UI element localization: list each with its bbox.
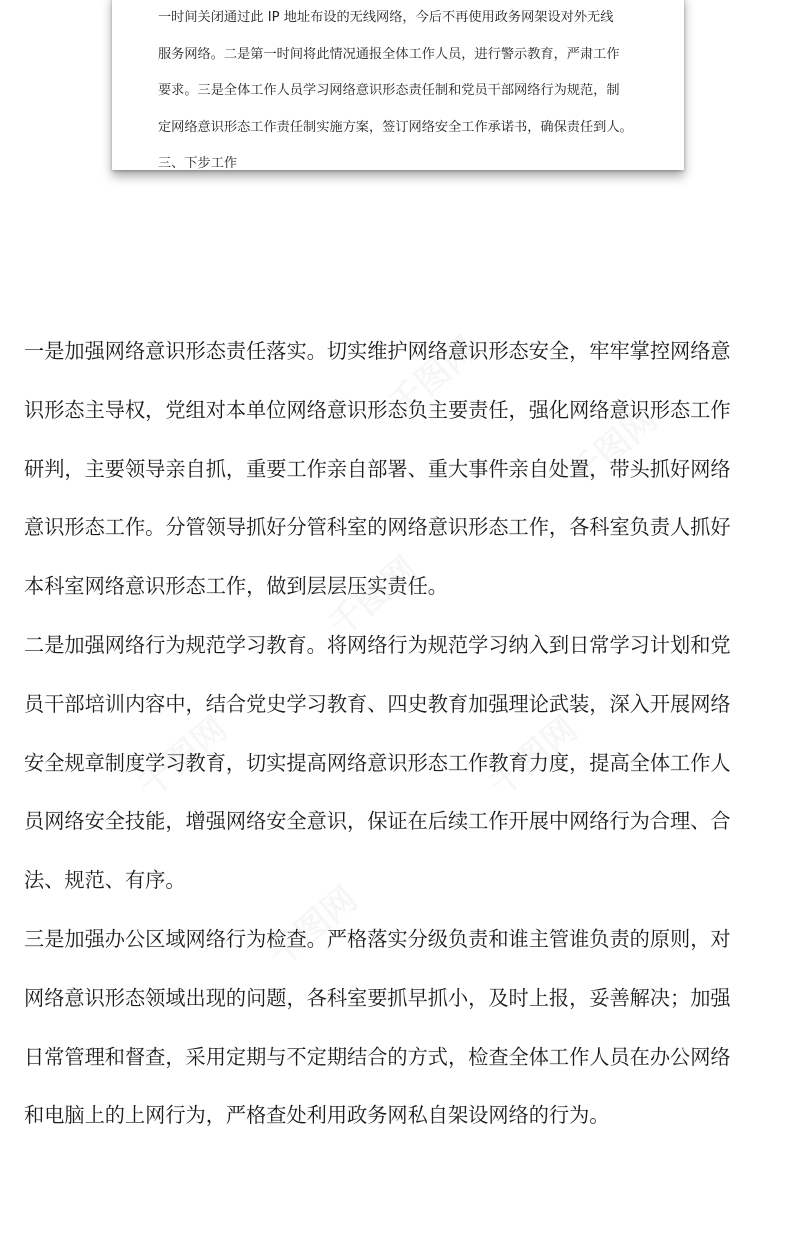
body-line: 和电脑上的上网行为，严格查处利用政务网私自架设网络的行为。 [24, 1103, 610, 1128]
body-line: 二是加强网络行为规范学习教育。将网络行为规范学习纳入到日常学习计划和党 [24, 632, 731, 657]
preview-line: 服务网络。二是第一时间将此情况通报全体工作人员，进行警示教育，严肃工作 [158, 46, 620, 62]
body-line: 安全规章制度学习教育，切实提高网络意识形态工作教育力度，提高全体工作人 [24, 750, 731, 775]
body-line: 一是加强网络意识形态责任落实。切实维护网络意识形态安全，牢牢掌控网络意 [24, 339, 731, 363]
body-line: 员干部培训内容中，结合党史学习教育、四史教育加强理论武装，深入开展网络 [24, 691, 731, 716]
document-body [24, 322, 784, 1145]
body-line: 三是加强办公区域网络行为检查。严格落实分级负责和谁主管谁负责的原则，对 [24, 926, 731, 951]
preview-line: 定网络意识形态工作责任制实施方案，签订网络安全工作承诺书，确保责任到人。 [158, 119, 633, 135]
preview-line: 要求。三是全体工作人员学习网络意识形态责任制和党员干部网络行为规范，制 [158, 83, 620, 98]
body-line: 员网络安全技能，增强网络安全意识，保证在后续工作开展中网络行为合理、合 [24, 809, 731, 834]
body-line: 意识形态工作。分管领导抓好分管科室的网络意识形态工作，各科室负责人抓好 [24, 515, 731, 540]
body-line: 法、规范、有序。 [24, 868, 186, 893]
document-preview-card [112, 0, 684, 170]
preview-text-block [158, 0, 658, 170]
preview-section-heading: 三、下步工作 [158, 156, 238, 170]
preview-line: 一时间关闭通过此 IP 地址布设的无线网络，今后不再使用政务网架设对外无线 [158, 10, 614, 25]
body-line: 日常管理和督查，采用定期与不定期结合的方式，检查全体工作人员在办公网络 [24, 1044, 731, 1069]
body-line: 网络意识形态领域出现的问题，各科室要抓早抓小，及时上报，妥善解决；加强 [24, 985, 731, 1010]
body-line: 研判，主要领导亲自抓，重要工作亲自部署、重大事件亲自处置，带头抓好网络 [24, 456, 731, 481]
body-line: 识形态主导权，党组对本单位网络意识形态负主要责任，强化网络意识形态工作 [24, 397, 731, 422]
body-line: 本科室网络意识形态工作，做到层层压实责任。 [24, 574, 448, 599]
